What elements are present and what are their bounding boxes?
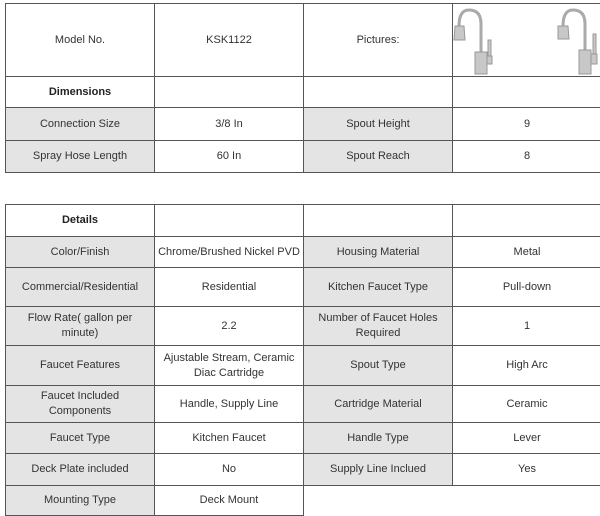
spout-reach-value: 8 bbox=[453, 141, 600, 173]
detail-label: Faucet Features bbox=[6, 346, 155, 386]
table-row bbox=[6, 486, 600, 516]
detail-label: Color/Finish bbox=[6, 237, 155, 268]
spray-hose-label: Spray Hose Length bbox=[6, 141, 155, 173]
spout-reach-label: Spout Reach bbox=[304, 141, 453, 173]
detail-value: Residential bbox=[155, 268, 304, 307]
detail-value: Pull-down bbox=[453, 268, 600, 307]
empty-cell bbox=[155, 77, 304, 108]
detail-label: Kitchen Faucet Type bbox=[304, 268, 453, 307]
detail-label: Spout Type bbox=[304, 346, 453, 386]
detail-label: Faucet Included Components bbox=[6, 386, 155, 423]
detail-value: Yes bbox=[453, 454, 600, 486]
table-row bbox=[6, 307, 600, 346]
empty-cell bbox=[304, 77, 453, 108]
detail-label: Flow Rate( gallon per minute) bbox=[6, 307, 155, 346]
detail-value: Handle, Supply Line bbox=[155, 386, 304, 423]
detail-value: Metal bbox=[453, 237, 600, 268]
details-table bbox=[5, 204, 600, 516]
spout-height-value: 9 bbox=[453, 108, 600, 141]
detail-label: Number of Faucet Holes Required bbox=[304, 307, 453, 346]
detail-value: No bbox=[155, 454, 304, 486]
detail-value: 1 bbox=[453, 307, 600, 346]
empty-cell bbox=[304, 486, 453, 516]
detail-label: Cartridge Material bbox=[304, 386, 453, 423]
table-row bbox=[6, 268, 600, 307]
faucet-image bbox=[453, 4, 600, 76]
faucet-pictures bbox=[453, 4, 600, 77]
detail-label: Housing Material bbox=[304, 237, 453, 268]
detail-label: Faucet Type bbox=[6, 423, 155, 454]
detail-label: Handle Type bbox=[304, 423, 453, 454]
empty-cell bbox=[155, 205, 304, 237]
dimensions-heading: Dimensions bbox=[6, 77, 155, 108]
connection-size-label: Connection Size bbox=[6, 108, 155, 141]
model-value: KSK1122 bbox=[155, 4, 304, 77]
detail-value: 2.2 bbox=[155, 307, 304, 346]
table-row bbox=[6, 346, 600, 386]
empty-cell bbox=[453, 205, 600, 237]
spout-height-label: Spout Height bbox=[304, 108, 453, 141]
mounting-type-value: Deck Mount bbox=[155, 486, 304, 516]
table-row bbox=[6, 386, 600, 423]
detail-label: Deck Plate included bbox=[6, 454, 155, 486]
dimensions-table bbox=[5, 3, 600, 173]
connection-size-value: 3/8 In bbox=[155, 108, 304, 141]
empty-cell bbox=[453, 77, 600, 108]
detail-label: Commercial/Residential bbox=[6, 268, 155, 307]
empty-cell bbox=[453, 486, 600, 516]
detail-value: Lever bbox=[453, 423, 600, 454]
table-row bbox=[6, 423, 600, 454]
mounting-type-label: Mounting Type bbox=[6, 486, 155, 516]
details-heading: Details bbox=[6, 205, 155, 237]
model-label: Model No. bbox=[6, 4, 155, 77]
detail-value: Kitchen Faucet bbox=[155, 423, 304, 454]
table-row bbox=[6, 237, 600, 268]
detail-value: Ajustable Stream, Ceramic Diac Cartridge bbox=[155, 346, 304, 386]
empty-cell bbox=[304, 205, 453, 237]
pictures-label: Pictures: bbox=[304, 4, 453, 77]
detail-label: Supply Line Inclued bbox=[304, 454, 453, 486]
detail-value: Chrome/Brushed Nickel PVD bbox=[155, 237, 304, 268]
detail-value: High Arc bbox=[453, 346, 600, 386]
table-row bbox=[6, 454, 600, 486]
detail-value: Ceramic bbox=[453, 386, 600, 423]
spray-hose-value: 60 In bbox=[155, 141, 304, 173]
